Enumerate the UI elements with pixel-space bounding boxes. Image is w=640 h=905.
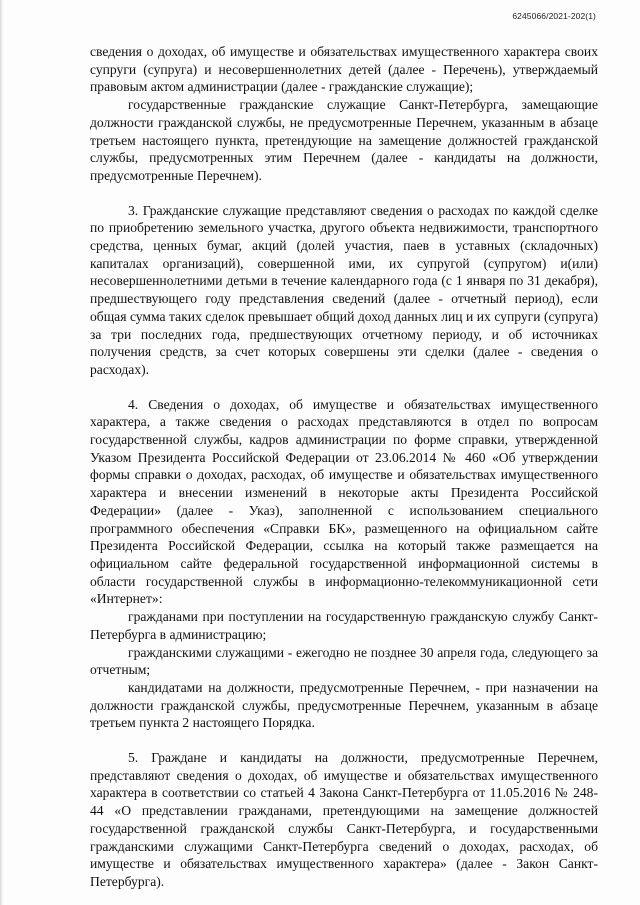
paragraph-clause-3: 3. Гражданские служащие представляют сведения о расходах по каждой сделке по приобретению земельного участка, другого объекта недвижимости, транспортного средства, ценных бумаг, акций (долей участия, паев в уставных (складочных) капиталах организаций), совершенной ими, их супругой (супругом) и(или) несовершеннолетними детьми в течение календарного года (с 1 января по 31 декабря), предшествующего году представления сведений (далее - отчетный период), если общая сумма таких сделок превышает общий доход данных лиц и их супруги (супруга) за три последних года, предшествующих отчетному периоду, и об источниках получения средств, за счет которых совершены эти сделки (далее - сведения о расходах). (90, 202, 598, 377)
paragraph-candidates-definition: государственные гражданские служащие Санкт-Петербурга, замещающие должности гражданской службы, не предусмотренные Перечнем, указанным в абзаце третьем настоящего пункта, претендующие на замещение должностей гражданской службы, предусмотренных этим Перечнем (далее - кандидаты на должности, предусмотренные Перечнем). (90, 97, 598, 183)
paragraph-continuation: сведения о доходах, об имуществе и обязательствах имущественного характера своих супруги (супруга) и несовершеннолетних детей (далее - Перечень), утверждаемый правовым актом администрации (далее - гражданские служащие); (90, 44, 598, 95)
document-body (90, 43, 598, 891)
paragraph-clause-4-item-servants: гражданскими служащими - ежегодно не позднее 30 апреля года, следующего за отчетным; (90, 644, 598, 678)
paragraph-clause-4: 4. Сведения о доходах, об имуществе и обязательствах имущественного характера, а также сведения о расходах представляются в отдел по вопросам государственной службы, кадров администрации по форме справки, утвержденной Указом Президента Российской Федерации от 23.06.2014 № 460 «Об утверждении формы справки о доходах, расходах, об имуществе и обязательствах имущественного характера и внесении изменений в некоторые акты Президента Российской Федерации» (далее - Указ), заполненной с использованием специального программного обеспечения «Справки БК», размещенного на официальном сайте Президента Российской Федерации, ссылка на который также размещается на официальном сайте федеральной государственной информационной системы в области государственной службы в информационно-телекоммуникационной сети «Интернет»: (90, 396, 598, 607)
scan-edge-shadow (0, 0, 3, 905)
paragraph-clause-4-item-citizens: гражданами при поступлении на государственную гражданскую службу Санкт-Петербурга в администрацию; (90, 609, 598, 642)
document-id-stamp: 6245066/2021-202(1) (512, 11, 596, 21)
paragraph-clause-5: 5. Граждане и кандидаты на должности, предусмотренные Перечнем, представляют сведения о доходах, об имуществе и обязательствах имущественного характера в соответствии со статьей 4 Закона Санкт-Петербурга от 11.05.2016 № 248-44 «О представлении гражданами, претендующими на замещение должностей государственной гражданской службы Санкт-Петербурга, и государственными гражданскими служащими Санкт-Петербурга сведений о доходах, расходах, об имуществе и обязательствах имущественного характера» (далее - Закон Санкт-Петербурга). (90, 750, 598, 889)
paragraph-clause-4-item-candidates: кандидатами на должности, предусмотренные Перечнем, - при назначении на должности гражданской службы, предусмотренные Перечнем, указанным в абзаце третьем пункта 2 настоящего Порядка. (90, 679, 598, 731)
